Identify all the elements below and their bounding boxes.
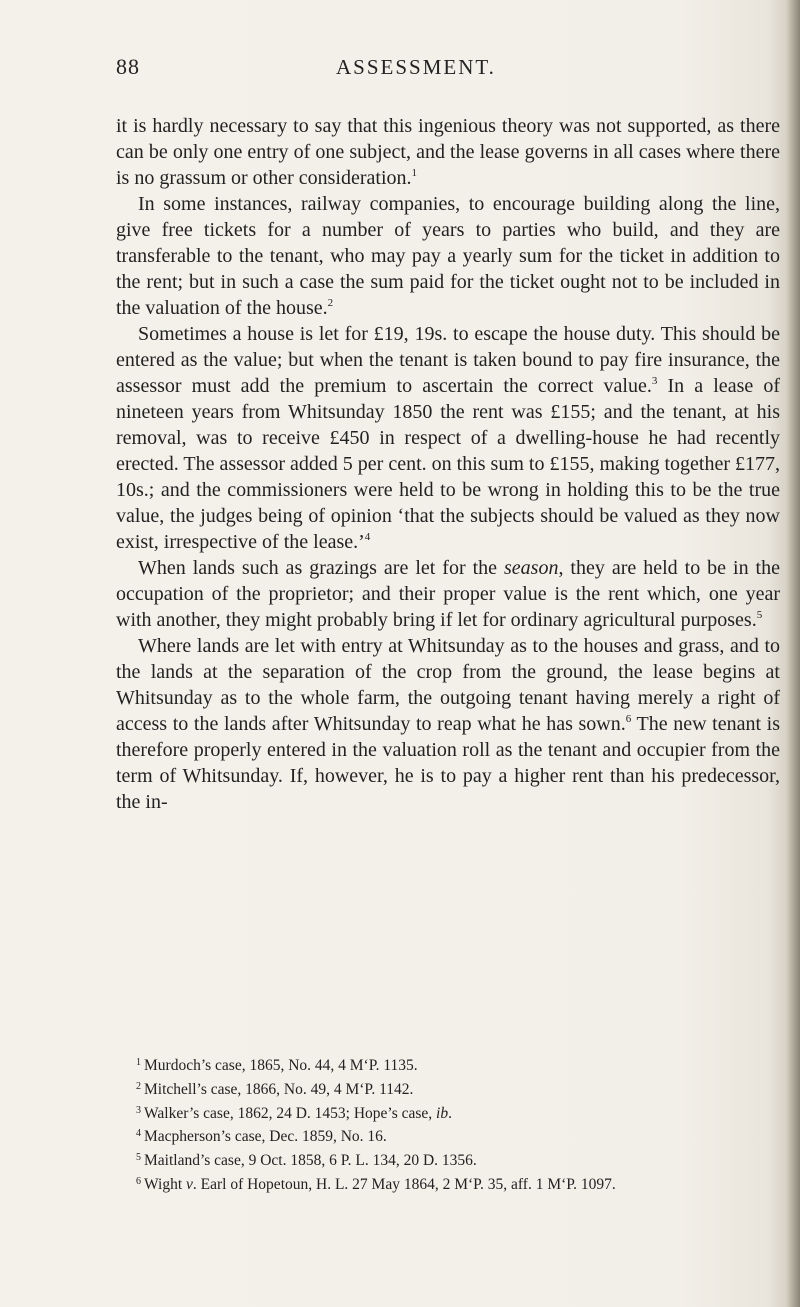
footnote-mark: 2: [136, 1080, 141, 1092]
footnote: [116, 1148, 780, 1172]
footnote-text: Macpherson’s case, Dec. 1859, No. 16.: [144, 1128, 387, 1146]
footnote-ref: 1: [411, 167, 417, 179]
paragraph-text: it is hardly necessary to say that this ingenious theory was not supported, as there can be only one entry of one subject, and the lease governs in all cases where there is no grassum or other consideration.: [116, 115, 780, 189]
footnote-text: Maitland’s case, 9 Oct. 1858, 6 P. L. 134, 20 D. 1356.: [144, 1152, 477, 1170]
body-text: [116, 113, 780, 815]
emphasis: ib: [436, 1104, 449, 1122]
footnote-mark: 3: [136, 1104, 141, 1116]
footnote-mark: 5: [136, 1152, 141, 1164]
footnote: [116, 1124, 780, 1148]
paragraph-text: Where lands are let with entry at Whitsunday as to the houses and grass, and to the lands at the separation of the crop from the ground, the lease begins at Whitsunday as to the whole farm, the outgoing tenant having merely a right of access to the lands after Whitsunday to reap what he has sown.: [116, 635, 780, 735]
emphasis: v: [186, 1175, 193, 1193]
paragraph-4: [116, 555, 780, 633]
paragraph-5: [116, 633, 780, 815]
footnote-mark: 4: [136, 1128, 141, 1140]
footnote-mark: 1: [136, 1057, 141, 1068]
page-header: [116, 54, 756, 84]
paragraph-text: Sometimes a house is let for £19, 19s. to escape the house duty. This should be entered as the value; but when the tenant is taken bound to pay fire insurance, the assessor must add the premium to ascertain the correct value.: [116, 323, 780, 397]
paragraph-text: , they are held to be in the occupation of the proprietor; and their proper value is the rent which, one year with another, they might probably bring if let for ordinary agricultural purposes.: [116, 557, 780, 631]
footnote-text: . Earl of Hopetoun, H. L. 27 May 1864, 2 M‘P. 35, aff. 1 M‘P. 1097.: [192, 1175, 616, 1193]
footnote: [116, 1101, 780, 1125]
footnote-text: Murdoch’s case, 1865, No. 44, 4 M‘P. 1135.: [144, 1057, 418, 1074]
paragraph-text: When lands such as grazings are let for the: [138, 557, 504, 579]
paragraph-text: The new tenant is therefore properly entered in the valuation roll as the tenant and occupier from the term of Whitsunday. If, however, he is to pay a higher rent than his predecessor, the in-: [116, 713, 781, 813]
page-edge: [786, 0, 800, 1307]
paragraph-text: In a lease of nineteen years from Whitsunday 1850 the rent was £155; and the tenant, at his removal, was to receive £450 in respect of a dwelling-house he had recently erected. The assessor added 5 per cent. on this sum to £155, making together £177, 10s.; and the commissioners were held to be wrong in holding this to be the true value, the judges being of opinion ‘that the subjects should be valued as they now exist, irrespective of the lease.’: [116, 375, 780, 553]
paragraph-2: [116, 191, 780, 321]
footnote-mark: 6: [136, 1175, 141, 1187]
footnote-text: .: [448, 1104, 452, 1122]
footnote: [116, 1053, 780, 1077]
footnote-ref: 6: [625, 713, 632, 725]
footnote-text: Walker’s case, 1862, 24 D. 1453; Hope’s case,: [144, 1104, 437, 1122]
footnote-ref: 4: [364, 531, 371, 543]
page-number: 88: [116, 54, 140, 79]
footnote-text: Mitchell’s case, 1866, No. 49, 4 M‘P. 1142.: [144, 1080, 414, 1098]
footnote-ref: 3: [651, 375, 658, 387]
footnote-ref: 5: [756, 609, 763, 621]
running-head: ASSESSMENT.: [336, 55, 496, 79]
footnotes: [116, 1053, 780, 1196]
footnote: [116, 1172, 780, 1196]
footnote-text: Wight: [144, 1175, 186, 1193]
emphasis: season: [504, 557, 559, 579]
footnote-ref: 2: [327, 297, 334, 309]
paragraph-text: In some instances, railway companies, to encourage building along the line, give free tickets for a number of years to parties who build, and they are transferable to the tenant, who may pay a yearly sum for the ticket in addition to the rent; but in such a case the sum paid for the ticket ought not to be included in the valuation of the house.: [116, 193, 780, 319]
paragraph-3: [116, 321, 780, 555]
paragraph-1: [116, 113, 780, 191]
footnote: [116, 1077, 780, 1101]
